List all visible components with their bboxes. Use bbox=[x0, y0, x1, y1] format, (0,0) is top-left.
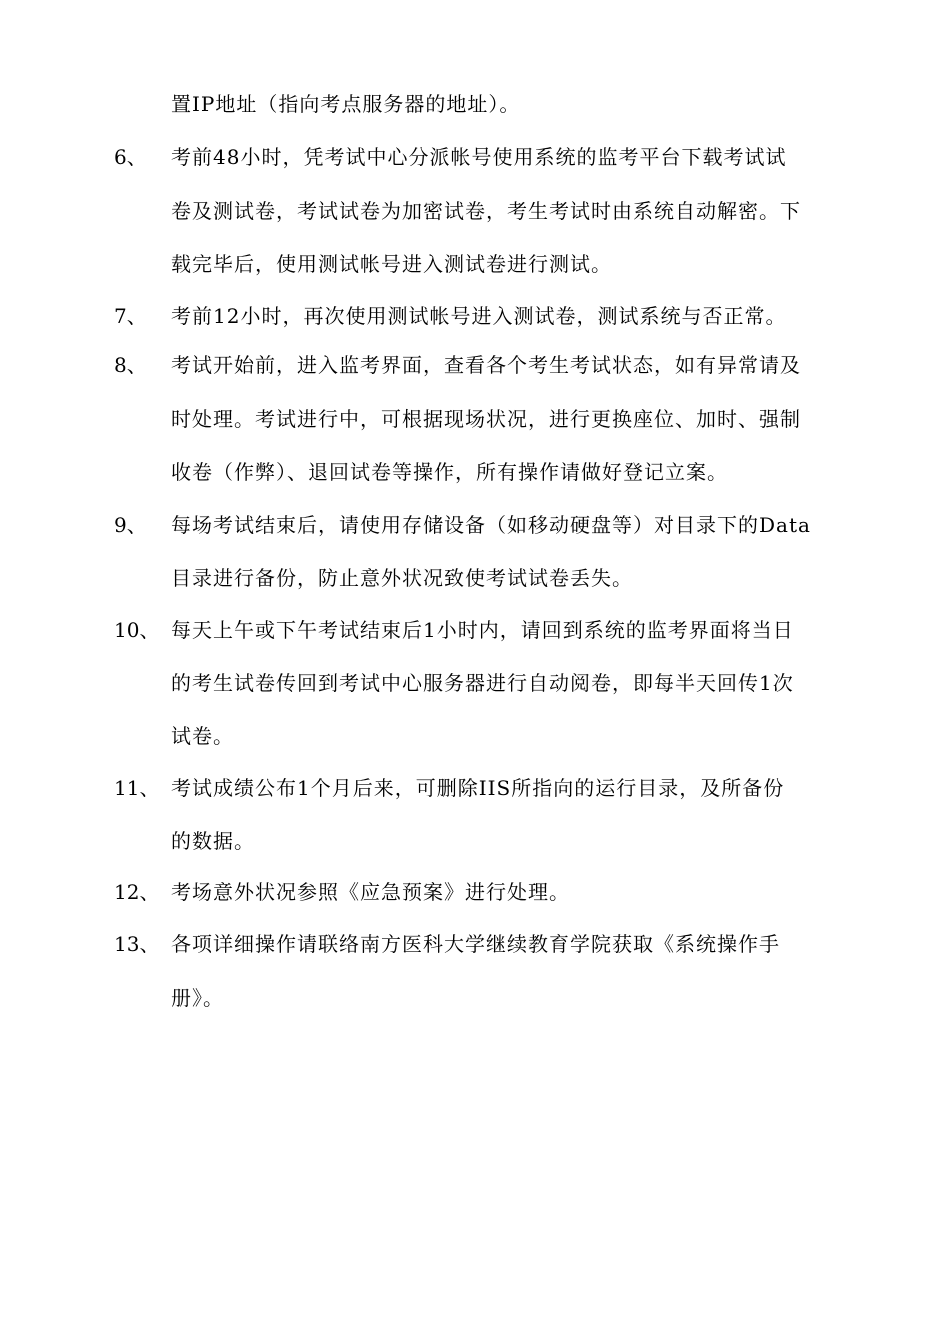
item-10-line-1: 的考生试卷传回到考试中心服务器进行自动阅卷，即每半天回传1次 bbox=[171, 671, 794, 695]
item-10-line-2: 试卷。 bbox=[171, 724, 234, 748]
item-0-line-0: 置IP地址（指向考点服务器的地址）。 bbox=[171, 92, 521, 116]
item-9-line-0: 每场考试结束后，请使用存储设备（如移动硬盘等）对目录下的Data bbox=[171, 513, 811, 537]
item-12-line-0: 考场意外状况参照《应急预案》进行处理。 bbox=[171, 880, 570, 904]
item-8-line-0: 考试开始前，进入监考界面，查看各个考生考试状态，如有异常请及 bbox=[171, 353, 801, 377]
item-11-line-0: 考试成绩公布1个月后来，可删除IIS所指向的运行目录，及所备份 bbox=[171, 776, 785, 800]
item-11-line-1: 的数据。 bbox=[171, 829, 255, 853]
item-13-line-0: 各项详细操作请联络南方医科大学继续教育学院获取《系统操作手 bbox=[171, 932, 780, 956]
item-11-number: 11、 bbox=[114, 776, 160, 800]
item-9-line-1: 目录进行备份，防止意外状况致使考试试卷丢失。 bbox=[171, 566, 633, 590]
item-6-number: 6、 bbox=[114, 145, 147, 169]
item-9-number: 9、 bbox=[114, 513, 147, 537]
item-6-line-2: 载完毕后，使用测试帐号进入测试卷进行测试。 bbox=[171, 252, 612, 276]
item-8-number: 8、 bbox=[114, 353, 147, 377]
item-6-line-1: 卷及测试卷，考试试卷为加密试卷，考生考试时由系统自动解密。下 bbox=[171, 199, 801, 223]
item-13-line-1: 册》。 bbox=[171, 986, 224, 1010]
item-12-number: 12、 bbox=[114, 880, 160, 904]
item-10-number: 10、 bbox=[114, 618, 160, 642]
item-8-line-2: 收卷（作弊）、退回试卷等操作，所有操作请做好登记立案。 bbox=[171, 460, 728, 484]
item-7-number: 7、 bbox=[114, 304, 147, 328]
item-7-line-0: 考前12小时，再次使用测试帐号进入测试卷，测试系统与否正常。 bbox=[171, 304, 787, 328]
item-13-number: 13、 bbox=[114, 932, 160, 956]
item-8-line-1: 时处理。考试进行中，可根据现场状况，进行更换座位、加时、强制 bbox=[171, 407, 801, 431]
item-10-line-0: 每天上午或下午考试结束后1小时内，请回到系统的监考界面将当日 bbox=[171, 618, 794, 642]
item-6-line-0: 考前48小时，凭考试中心分派帐号使用系统的监考平台下载考试试 bbox=[171, 145, 787, 169]
